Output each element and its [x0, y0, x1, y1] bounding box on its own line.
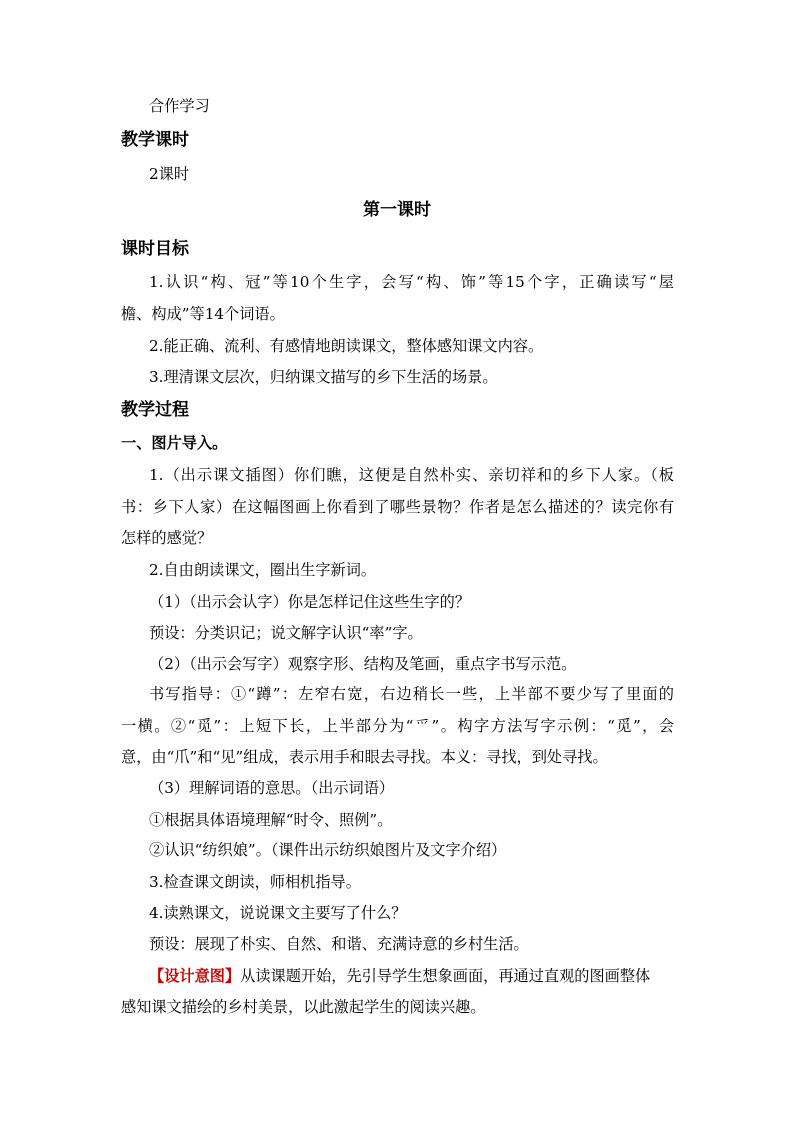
para-5: （2）（出示会写字）观察字形、结构及笔画，重点字书写示范。: [149, 655, 577, 673]
design-intent-line-b: 感知课文描绘的乡村美景，以此激起学生的阅读兴趣。: [121, 998, 486, 1016]
para-12: 预设：展现了朴实、自然、和谐、充满诗意的乡村生活。: [149, 935, 529, 953]
goal-2: 2.能正确、流利、有感情地朗读课文，整体感知课文内容。: [149, 337, 544, 355]
para-1-line-b: 书：乡下人家）在这幅图画上你看到了哪些景物？作者是怎么描述的？读完你有: [121, 498, 674, 516]
para-10: 3.检查课文朗读，师相机指导。: [149, 873, 361, 891]
para-6-line-a: 书写指导：①“蹲”：左窄右宽，右边稍长一些，上半部不要少写了里面的: [149, 685, 674, 703]
design-intent-line-a: [149, 966, 650, 986]
goal-1-line-a: 1.认识“构、冠”等10个生字，会写“构、饰”等15个字，正确读写“屋: [149, 273, 674, 291]
heading-diyi-keshi: 第一课时: [363, 200, 431, 220]
para-3: （1）（出示会认字）你是怎样记住这些生字的？: [149, 593, 471, 611]
heading-jiaoxue-keshi: 教学课时: [121, 130, 189, 150]
heading-keshi-mubiao: 课时目标: [121, 239, 189, 259]
para-11: 4.读熟课文，说说课文主要写了什么？: [149, 904, 407, 922]
design-intent-text-a: 从读课题开始，先引导学生想象画面，再通过直观的图画整体: [240, 967, 651, 985]
para-6-line-c: 意，由“爪”和“见”组成，表示用手和眼去寻找。本义：寻找，到处寻找。: [121, 748, 608, 766]
section-1-title: 一、图片导入。: [121, 434, 228, 452]
para-7: （3）理解词语的意思。（出示词语）: [149, 779, 395, 797]
para-8: ①根据具体语境理解“时令、照例”。: [149, 811, 393, 829]
para-1-line-c: 怎样的感觉？: [121, 529, 213, 547]
para-9: ②认识“纺织娘”。（课件出示纺织娘图片及文字介绍）: [149, 841, 507, 859]
goal-3: 3.理清课文层次，归纳课文描写的乡下生活的场景。: [149, 368, 498, 386]
para-6-line-b: 一横。②“觅”：上短下长，上半部分为“爫”。构字方法写字示例：“觅”，会: [121, 717, 674, 735]
para-4: 预设：分类识记；说文解字认识“率”字。: [149, 624, 423, 642]
hezuo-line: 合作学习: [149, 97, 210, 115]
para-2: 2.自由朗读课文，圈出生字新词。: [149, 561, 377, 579]
para-1-line-a: 1.（出示课文插图）你们瞧，这便是自然朴实、亲切祥和的乡下人家。（板: [149, 466, 674, 484]
goal-1-line-b: 檐、构成”等14个词语。: [121, 305, 285, 323]
design-intent-label: 【设计意图】: [149, 967, 241, 985]
heading-jiaoxue-guocheng: 教学过程: [121, 400, 189, 420]
keshi-count: 2课时: [149, 165, 190, 183]
